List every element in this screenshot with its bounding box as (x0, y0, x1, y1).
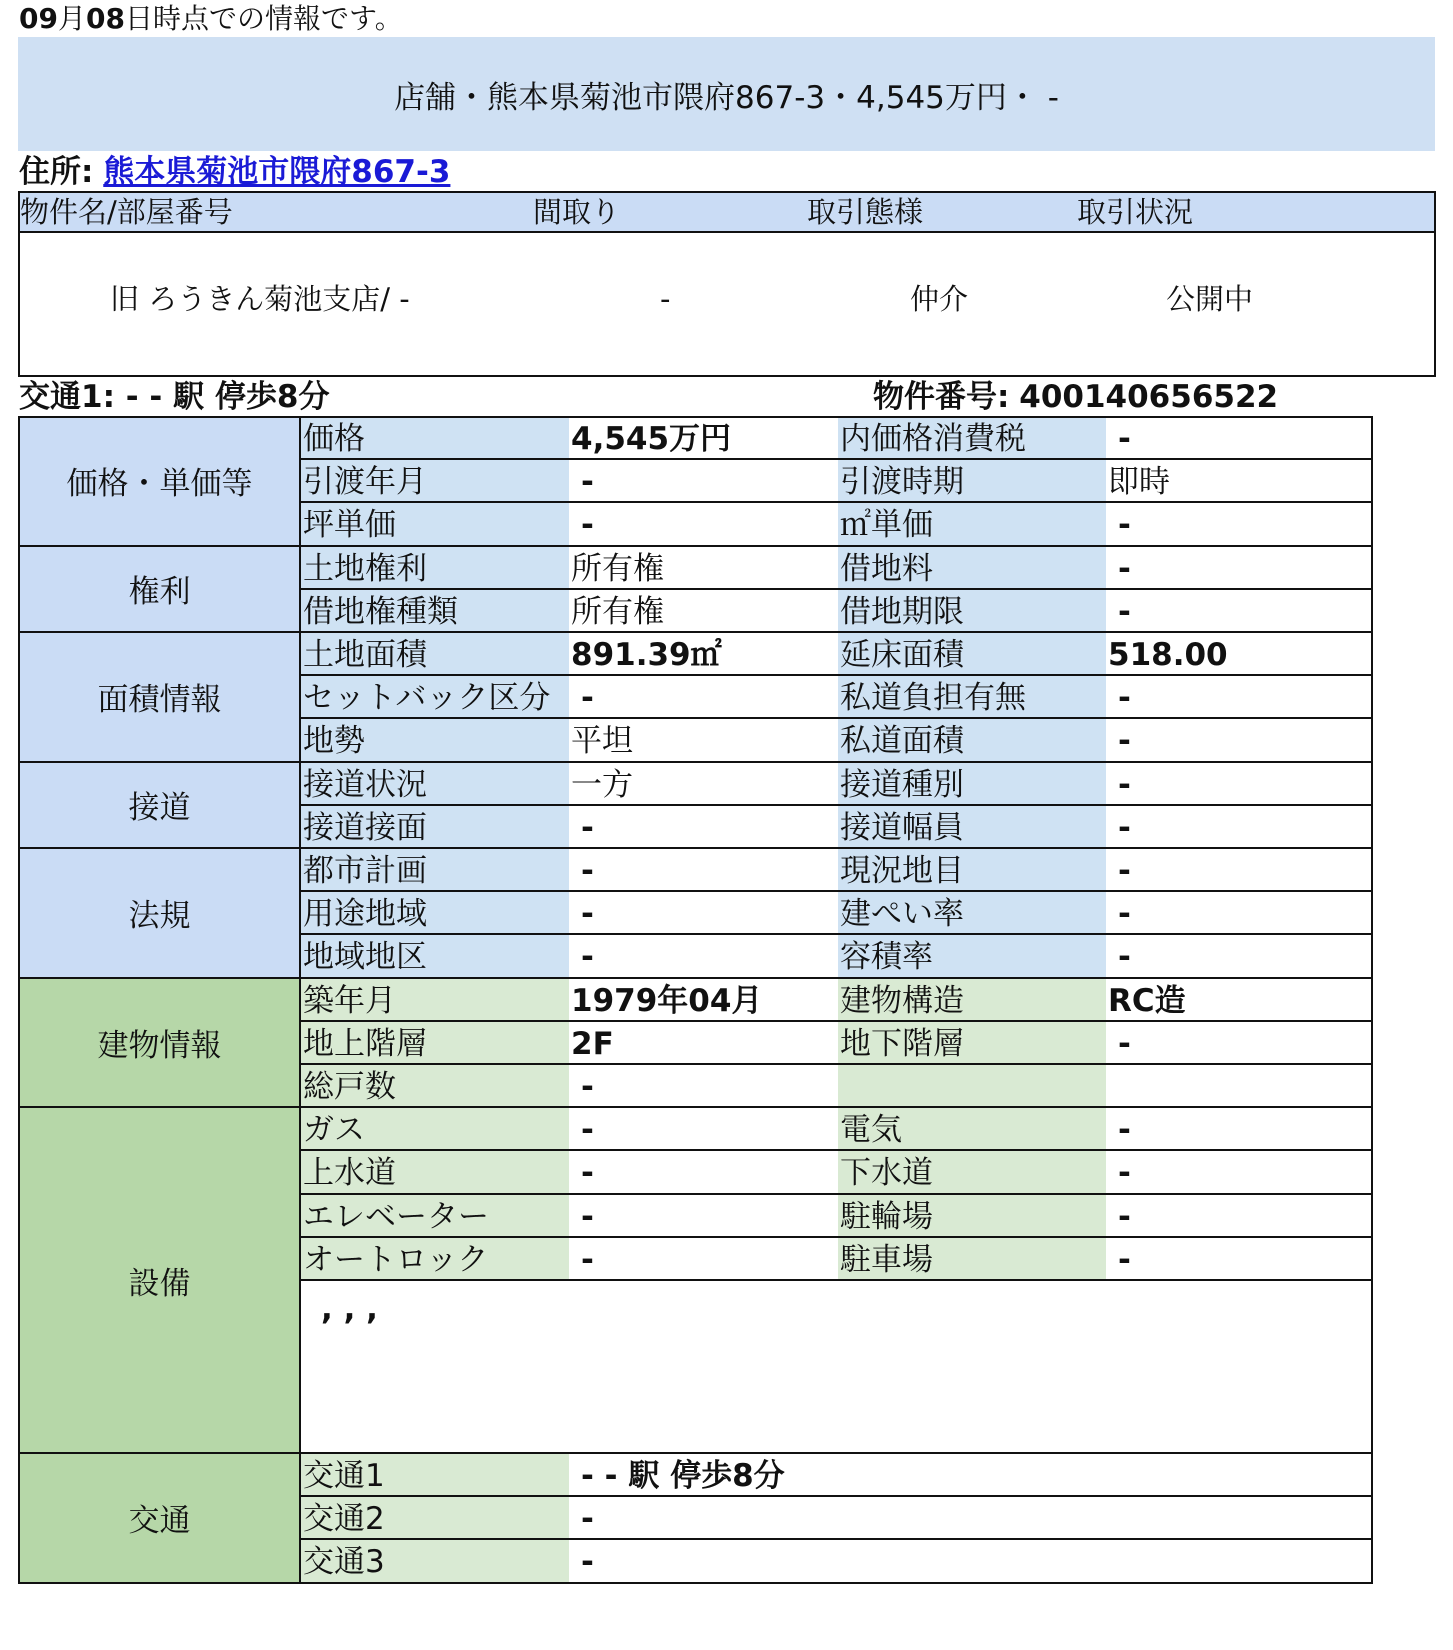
field-label: 地勢 (301, 719, 569, 762)
field-value: - (1106, 892, 1371, 935)
field-label: 駐輪場 (838, 1195, 1106, 1238)
transit-summary: 交通1: - - 駅 停歩8分 (19, 379, 330, 415)
listing-title-band (18, 37, 1435, 151)
field-value: 平坦 (569, 719, 838, 762)
field-value: 所有権 (569, 590, 838, 633)
field-value: 即時 (1106, 460, 1371, 503)
field-label: エレベーター (301, 1195, 569, 1238)
field-label: 駐車場 (838, 1238, 1106, 1281)
summary-row (18, 231, 1436, 377)
field-label: 地域地区 (301, 935, 569, 978)
field-value: - (569, 935, 838, 978)
field-value: 1979年04月 (569, 979, 838, 1022)
field-value: - (1106, 590, 1371, 633)
field-value: - (569, 1238, 838, 1281)
field-label: ㎡単価 (838, 503, 1106, 546)
field-value: 4,545万円 (569, 417, 838, 460)
field-value: - (569, 503, 838, 546)
field-value: 891.39㎡ (569, 633, 838, 676)
field-value: - (1106, 1238, 1371, 1281)
field-label: 都市計画 (301, 849, 569, 892)
field-value: 所有権 (569, 547, 838, 590)
detail-table (18, 417, 1431, 1646)
field-value: - (569, 676, 838, 719)
field-value: RC造 (1106, 979, 1371, 1022)
summary-header (18, 191, 1436, 233)
field-label: 交通1 (301, 1454, 569, 1497)
field-value: - (1106, 763, 1371, 806)
field-value: - (1106, 806, 1371, 849)
field-value: - (1106, 1022, 1371, 1065)
field-value: - (569, 1497, 1373, 1540)
field-label: 私道負担有無 (838, 676, 1106, 719)
field-value: - (569, 1540, 1373, 1583)
field-value: - (1106, 1151, 1371, 1194)
field-label: 借地料 (838, 547, 1106, 590)
field-label: 交通2 (301, 1497, 569, 1540)
field-label: 接道状況 (301, 763, 569, 806)
address-label: 住所: (19, 154, 94, 190)
field-label: 引渡年月 (301, 460, 569, 503)
field-value: - (569, 1108, 838, 1151)
section-label: 面積情報 (18, 633, 301, 763)
summary-transaction-type: 仲介 (910, 282, 969, 316)
field-value: - (569, 849, 838, 892)
field-label: 価格 (301, 417, 569, 460)
field-label: 現況地目 (838, 849, 1106, 892)
field-label: 上水道 (301, 1151, 569, 1194)
summary-layout: - (660, 282, 671, 316)
field-label: 接道接面 (301, 806, 569, 849)
field-value: 518.00 (1106, 633, 1371, 676)
field-label: 築年月 (301, 979, 569, 1022)
section-label: 設備 (18, 1108, 301, 1454)
field-value: - (569, 1151, 838, 1194)
field-value: - (569, 806, 838, 849)
header-col-layout: 間取り (533, 195, 621, 229)
property-number: 物件番号: 400140656522 (873, 379, 1279, 415)
header-col-status: 取引状況 (1077, 195, 1194, 229)
section-label: 接道 (18, 763, 301, 849)
field-label: ガス (301, 1108, 569, 1151)
field-label (838, 1065, 1106, 1108)
field-value: - (1106, 676, 1371, 719)
header-col-transaction-type: 取引態様 (807, 195, 924, 229)
field-value (1106, 1065, 1371, 1108)
field-label: 土地面積 (301, 633, 569, 676)
field-label: 用途地域 (301, 892, 569, 935)
field-value: - (1106, 1108, 1371, 1151)
field-label: セットバック区分 (301, 676, 569, 719)
field-value: - (1106, 719, 1371, 762)
address-link[interactable]: 熊本県菊池市隈府867-3 (103, 154, 451, 190)
summary-name: 旧 ろうきん菊池支店/ - (110, 282, 410, 316)
header-col-name: 物件名/部屋番号 (20, 195, 233, 229)
field-label: 私道面積 (838, 719, 1106, 762)
field-label: 電気 (838, 1108, 1106, 1151)
listing-title: 店舗・熊本県菊池市隈府867-3・4,545万円・ - (394, 79, 1059, 116)
field-label: 建ぺい率 (838, 892, 1106, 935)
field-value: - (569, 1195, 838, 1238)
field-label: 接道種別 (838, 763, 1106, 806)
field-label: 建物構造 (838, 979, 1106, 1022)
field-label: 地上階層 (301, 1022, 569, 1065)
field-label: オートロック (301, 1238, 569, 1281)
field-label: 内価格消費税 (838, 417, 1106, 460)
field-label: 地下階層 (838, 1022, 1106, 1065)
section-label: 権利 (18, 547, 301, 633)
field-value: - (1106, 547, 1371, 590)
section-label: 価格・単価等 (18, 417, 301, 547)
field-value: - (1106, 935, 1371, 978)
section-label: 交通 (18, 1454, 301, 1584)
field-value: - (1106, 849, 1371, 892)
field-label: 土地権利 (301, 547, 569, 590)
field-value: 2F (569, 1022, 838, 1065)
equipment-note: , , , (301, 1281, 1373, 1454)
field-value: - (1106, 503, 1371, 546)
field-label: 接道幅員 (838, 806, 1106, 849)
table-right-border (1371, 417, 1373, 1584)
field-label: 坪単価 (301, 503, 569, 546)
field-label: 借地権種類 (301, 590, 569, 633)
field-label: 借地期限 (838, 590, 1106, 633)
field-value: - (1106, 417, 1371, 460)
address-line (19, 153, 450, 191)
field-label: 引渡時期 (838, 460, 1106, 503)
field-value: - (569, 1065, 838, 1108)
field-label: 容積率 (838, 935, 1106, 978)
field-value: 一方 (569, 763, 838, 806)
section-label: 法規 (18, 849, 301, 979)
table-top-border (18, 416, 1373, 418)
field-label: 交通3 (301, 1540, 569, 1583)
field-value: - (569, 892, 838, 935)
summary-status: 公開中 (1166, 282, 1254, 316)
field-label: 延床面積 (838, 633, 1106, 676)
field-label: 総戸数 (301, 1065, 569, 1108)
section-label: 建物情報 (18, 979, 301, 1109)
info-timestamp: 09月08日時点での情報です。 (19, 2, 403, 35)
field-value: - (1106, 1195, 1371, 1238)
field-label: 下水道 (838, 1151, 1106, 1194)
field-value: - (569, 460, 838, 503)
field-value: - - 駅 停歩8分 (569, 1454, 1373, 1497)
